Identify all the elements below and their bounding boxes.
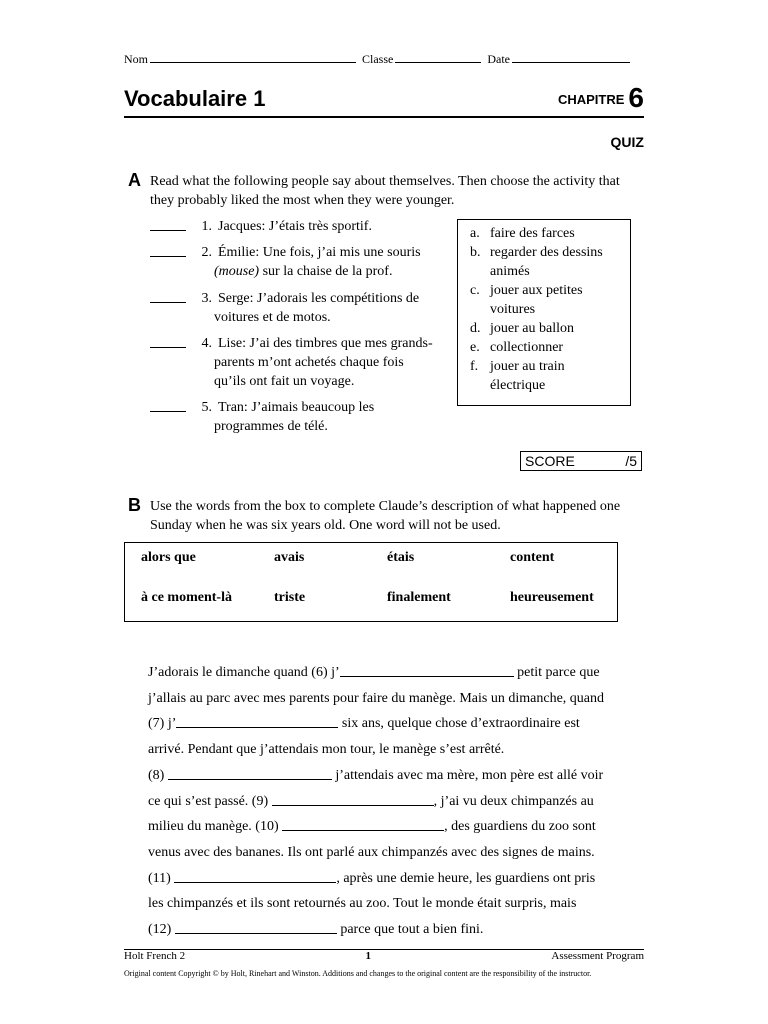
chapter-number: 6 xyxy=(628,82,644,113)
question-1: 1. Jacques: J’étais très sportif. xyxy=(150,217,450,236)
fill-blank-10[interactable] xyxy=(282,818,444,831)
passage-line: les chimpanzés et ils sont retournés au zoo. Tout le monde était surpris, mais xyxy=(148,896,577,912)
section-a-letter: A xyxy=(128,170,141,190)
student-info-line xyxy=(124,52,644,67)
answer-blank-5[interactable] xyxy=(150,399,186,412)
choice-a: a. faire des farces xyxy=(470,226,575,241)
score-label: SCORE xyxy=(525,453,575,469)
page-number: 1 xyxy=(365,950,372,962)
name-label: Nom xyxy=(124,52,148,66)
word-bank-item: alors que xyxy=(141,550,196,565)
footer-book: Holt French 2 xyxy=(124,950,186,962)
question-2: 2. Émilie: Une fois, j’ai mis une souris (mouse) sur la chaise de la prof. xyxy=(150,243,450,281)
word-bank-item: à ce moment-là xyxy=(141,590,232,605)
section-a-instructions: Read what the following people say about themselves. Then choose the activity that they probably liked the most when they were younger. xyxy=(150,174,620,208)
footer xyxy=(124,950,644,962)
passage-line: milieu du manège. (10) , des guardiens du zoo sont xyxy=(148,819,596,835)
passage-line: venus avec des bananes. Ils ont parlé aux chimpanzés avec des signes de mains. xyxy=(148,844,595,860)
passage-line: (11) , après une demie heure, les guardiens ont pris xyxy=(148,870,596,886)
fill-blank-12[interactable] xyxy=(175,921,337,934)
choice-c: c. jouer aux petites voitures xyxy=(470,283,583,317)
word-bank-item: heureusement xyxy=(510,590,594,605)
class-field[interactable] xyxy=(395,52,481,63)
header-rule xyxy=(124,116,644,118)
score-total: /5 xyxy=(625,453,637,469)
score-box-a xyxy=(520,451,642,471)
section-b-letter: B xyxy=(128,495,141,515)
footer-program: Assessment Program xyxy=(551,950,644,962)
choice-d: d. jouer au ballon xyxy=(470,321,574,336)
question-4: 4. Lise: J’ai des timbres que mes grands- parents m’ont achetés chaque fois qu’ils ont fait un voyage. xyxy=(150,334,450,391)
choice-e: e. collectionner xyxy=(470,340,564,355)
choice-f: f. jouer au train électrique xyxy=(470,359,565,393)
fill-blank-9[interactable] xyxy=(272,793,434,806)
copyright-notice: Original content Copyright © by Holt, Rinehart and Winston. Additions and changes to the original content are the responsibility of the instructor. xyxy=(124,969,592,978)
section-b-instructions: Use the words from the box to complete Claude’s description of what happened one Sunday when he was six years old. One word will not be used. xyxy=(150,499,621,533)
chapter-heading xyxy=(558,82,644,114)
word-bank-box xyxy=(124,542,618,622)
answer-blank-4[interactable] xyxy=(150,335,186,348)
answer-blank-3[interactable] xyxy=(150,290,186,303)
choice-b: b. regarder des dessins animés xyxy=(470,245,603,279)
name-field[interactable] xyxy=(150,52,356,63)
fill-blank-7[interactable] xyxy=(176,715,338,728)
date-label: Date xyxy=(487,52,510,66)
word-bank-item: triste xyxy=(274,590,306,605)
passage-line: arrivé. Pendant que j’attendais mon tour, le manège s’est arrêté. xyxy=(148,742,505,758)
passage-line: (12) parce que tout a bien fini. xyxy=(148,922,484,938)
page-title: Vocabulaire 1 xyxy=(124,86,266,111)
choices-box xyxy=(457,219,631,406)
class-label: Classe xyxy=(362,52,394,66)
passage-line: ce qui s’est passé. (9) , j’ai vu deux chimpanzés au xyxy=(148,793,594,809)
passage xyxy=(148,660,648,943)
word-bank-item: finalement xyxy=(387,590,451,605)
quiz-label: QUIZ xyxy=(610,134,644,150)
word-bank-item: étais xyxy=(387,550,415,565)
question-3: 3. Serge: J’adorais les compétitions de voitures et de motos. xyxy=(150,289,450,327)
chapter-label: CHAPITRE xyxy=(557,92,625,107)
passage-line: (7) j’ six ans, quelque chose d’extraordinaire est xyxy=(148,716,580,732)
answer-blank-1[interactable] xyxy=(150,218,186,231)
word-bank-item: avais xyxy=(274,550,305,565)
passage-line: (8) j’attendais avec ma mère, mon père est allé voir xyxy=(148,767,604,783)
fill-blank-11[interactable] xyxy=(174,870,336,883)
date-field[interactable] xyxy=(512,52,630,63)
fill-blank-6[interactable] xyxy=(340,664,514,677)
answer-blank-2[interactable] xyxy=(150,244,186,257)
passage-line: J’adorais le dimanche quand (6) j’ petit parce que xyxy=(148,665,600,680)
word-bank-item: content xyxy=(510,550,555,565)
passage-line: j’allais au parc avec mes parents pour faire du manège. Mais un dimanche, quand xyxy=(148,690,604,706)
fill-blank-8[interactable] xyxy=(168,767,332,780)
question-5: 5. Tran: J’aimais beaucoup les programmes de télé. xyxy=(150,398,450,436)
